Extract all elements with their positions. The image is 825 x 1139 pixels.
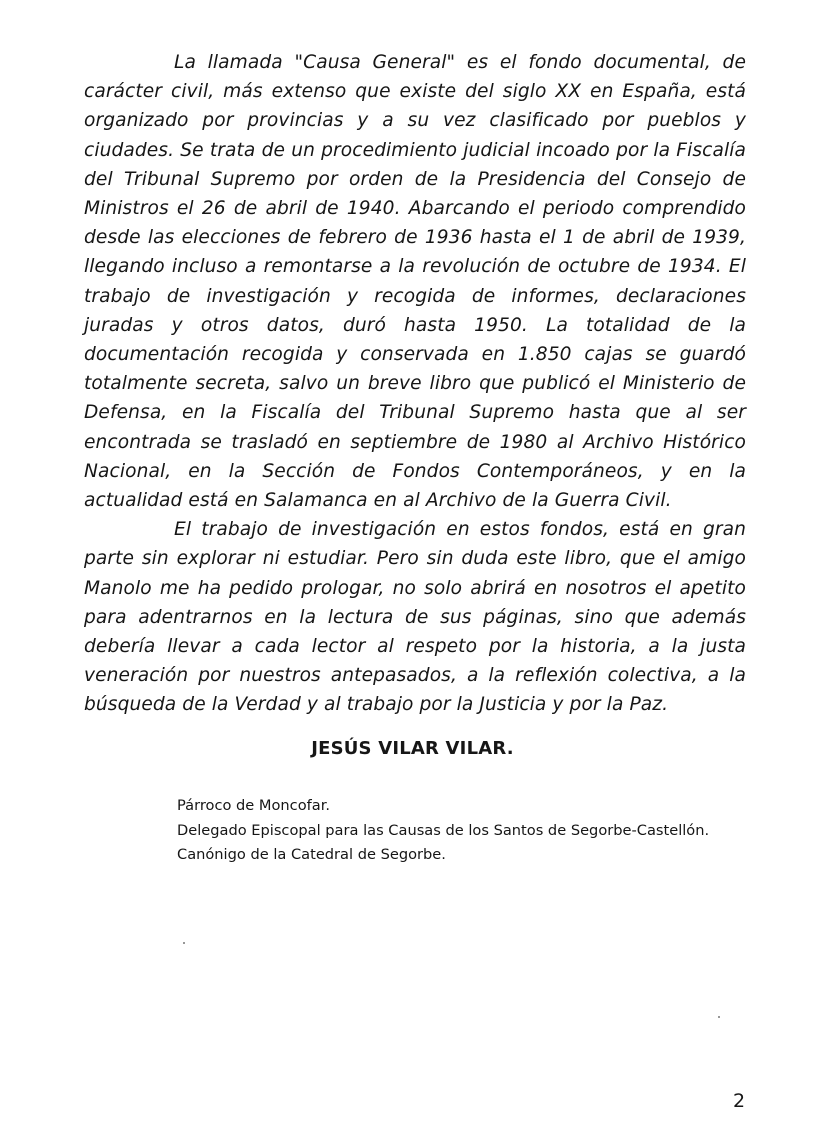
signature-roles [177,794,709,868]
scan-speck [718,1016,720,1018]
role-parroco: Párroco de Moncofar. [177,797,331,814]
role-delegado: Delegado Episcopal para las Causas de los Santos de Segorbe-Castellón. [177,821,710,839]
paragraph-causa-general: La llamada "Causa General" es el fondo documental, de carácter civil, más extenso que existe del siglo XX en España, está organizado por provincias y a su vez clasificado por pueblos y ciudades. Se trata de un procedimiento judicial incoado por la Fiscalía del Tribunal Supremo por orden de la Presidencia del Consejo de Ministros el 26 de abril de 1940. Abarcando el periodo comprendido desde las elecciones de febrero de 1936 hasta el 1 de abril de 1939, llegando incluso a remontarse a la revolución de octubre de 1934. El trabajo de investigación y recogida de informes, declaraciones juradas y otros datos, duró hasta 1950. La totalidad de la documentación recogida y conservada en 1.850 cajas se guardó totalmente secreta, salvo un breve libro que publicó el Ministerio de Defensa, en la Fiscalía del Tribunal Supremo hasta que al ser encontrada se trasladó en septiembre de 1980 al Archivo Histórico Nacional, en la Sección de Fondos Contemporáneos, y en la actualidad está en Salamanca en al Archivo de la Guerra Civil. [84,52,746,512]
role-canonigo: Canónigo de la Catedral de Segorbe. [177,846,446,863]
paragraph-investigation: El trabajo de investigación en estos fondos, está en gran parte sin explorar ni estudiar. Pero sin duda este libro, que el amigo Manolo me ha pedido prologar, no solo abrirá en nosotros el apetito para adentrarnos en la lectura de sus páginas, sino que además debería llevar a cada lector al respeto por la historia, a la justa veneración por nuestros antepasados, a la reflexión colectiva, a la búsqueda de la Verdad y al trabajo por la Justicia y por la Paz. [84,519,746,716]
scan-speck [183,942,185,944]
page-number: 2 [733,1090,746,1112]
body-text [84,48,746,720]
signature-name: JESÚS VILAR VILAR. [311,738,514,759]
